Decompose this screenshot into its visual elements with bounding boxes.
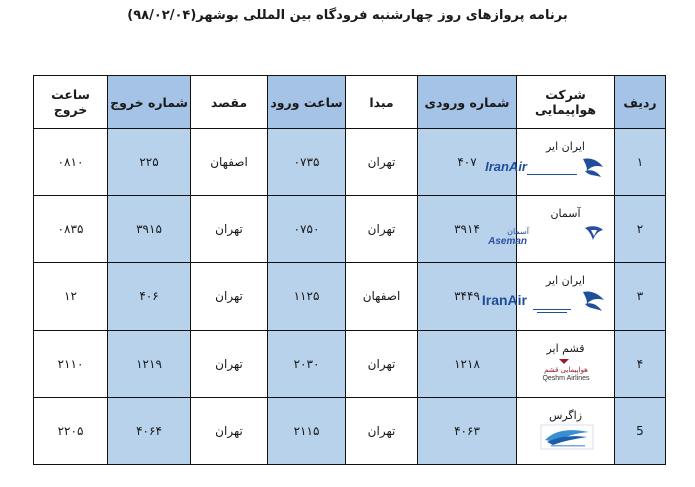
origin: تهران [346, 129, 418, 196]
table-header-row [34, 76, 666, 129]
header-departure-time: ساعت خروج [34, 76, 108, 129]
origin: تهران [346, 196, 418, 263]
arrival-time: ۲۰۳۰ [268, 330, 346, 397]
arrival-flight: ۳۹۱۴ [418, 196, 517, 263]
page-title: برنامه پروازهای روز چهارشنبه فرودگاه بین المللی بوشهر(۹۸/۰۲/۰۴) [127, 8, 568, 23]
header-row-number: ردیف [615, 76, 666, 129]
departure-flight: ۲۲۵ [108, 129, 191, 196]
svg-text:Qeshm Airlines: Qeshm Airlines [541, 374, 590, 382]
airline-cell [481, 263, 615, 330]
origin: تهران [346, 397, 418, 464]
iranair-logo-icon [481, 289, 607, 315]
svg-text:هواپیمایی قشم: هواپیمایی قشم [543, 365, 588, 374]
qeshm-air-logo-icon [525, 357, 607, 383]
aseman-logo-icon [487, 222, 607, 248]
header-arrival-flight: شماره ورودی [418, 76, 517, 129]
table-row [34, 196, 666, 263]
svg-text:آسمان: آسمان [506, 227, 529, 237]
header-origin: مبدا [346, 76, 418, 129]
flight-schedule-table [33, 75, 666, 465]
svg-text:IranAir: IranAir [481, 292, 527, 309]
departure-flight: ۴۰۶۴ [108, 397, 191, 464]
iranair-logo-icon [484, 155, 607, 181]
departure-time: ۰۸۱۰ [34, 129, 108, 196]
header-departure-flight: شماره خروج [108, 76, 191, 129]
departure-time: ۰۸۳۵ [34, 196, 108, 263]
header-arrival-time: ساعت ورود [268, 76, 346, 129]
table-row [34, 263, 666, 330]
airline-cell [484, 129, 615, 196]
table-row [34, 330, 666, 397]
arrival-time: ۱۱۲۵ [268, 263, 346, 330]
airline-cell [517, 397, 615, 464]
arrival-flight: ۱۲۱۸ [418, 330, 517, 397]
header-destination: مقصد [191, 76, 268, 129]
row-number: 5 [615, 397, 666, 464]
departure-flight: ۱۲۱۹ [108, 330, 191, 397]
destination: تهران [191, 397, 268, 464]
zagros-logo-icon [525, 424, 607, 450]
departure-flight: ۳۹۱۵ [108, 196, 191, 263]
destination: تهران [191, 263, 268, 330]
svg-text:Aseman: Aseman [487, 236, 527, 248]
departure-time: ۲۲۰۵ [34, 397, 108, 464]
origin: تهران [346, 330, 418, 397]
airline-name: قشم ایر [546, 341, 585, 355]
table-row [34, 397, 666, 464]
row-number: ۳ [615, 263, 666, 330]
arrival-time: ۲۱۱۵ [268, 397, 346, 464]
row-number: ۴ [615, 330, 666, 397]
row-number: ۱ [615, 129, 666, 196]
arrival-time: ۰۷۳۵ [268, 129, 346, 196]
airline-cell [487, 196, 615, 263]
arrival-flight: ۴۰۷ [418, 129, 517, 196]
departure-time: ۱۲ [34, 263, 108, 330]
arrival-flight: ۴۰۶۳ [418, 397, 517, 464]
svg-text:IranAir: IranAir [484, 159, 527, 175]
departure-flight: ۴۰۶ [108, 263, 191, 330]
airline-name: ایران ایر [545, 274, 585, 288]
table-row [34, 129, 666, 196]
airline-cell [517, 330, 615, 397]
destination: اصفهان [191, 129, 268, 196]
header-airline: شرکت هواپیمایی [517, 76, 615, 129]
row-number: ۲ [615, 196, 666, 263]
arrival-time: ۰۷۵۰ [268, 196, 346, 263]
destination: تهران [191, 330, 268, 397]
airline-name: ایران ایر [545, 140, 585, 154]
airline-name: آسمان [550, 207, 581, 221]
arrival-flight: ۳۴۴۹ [418, 263, 517, 330]
origin: اصفهان [346, 263, 418, 330]
departure-time: ۲۱۱۰ [34, 330, 108, 397]
airline-name: زاگرس [548, 408, 583, 422]
destination: تهران [191, 196, 268, 263]
